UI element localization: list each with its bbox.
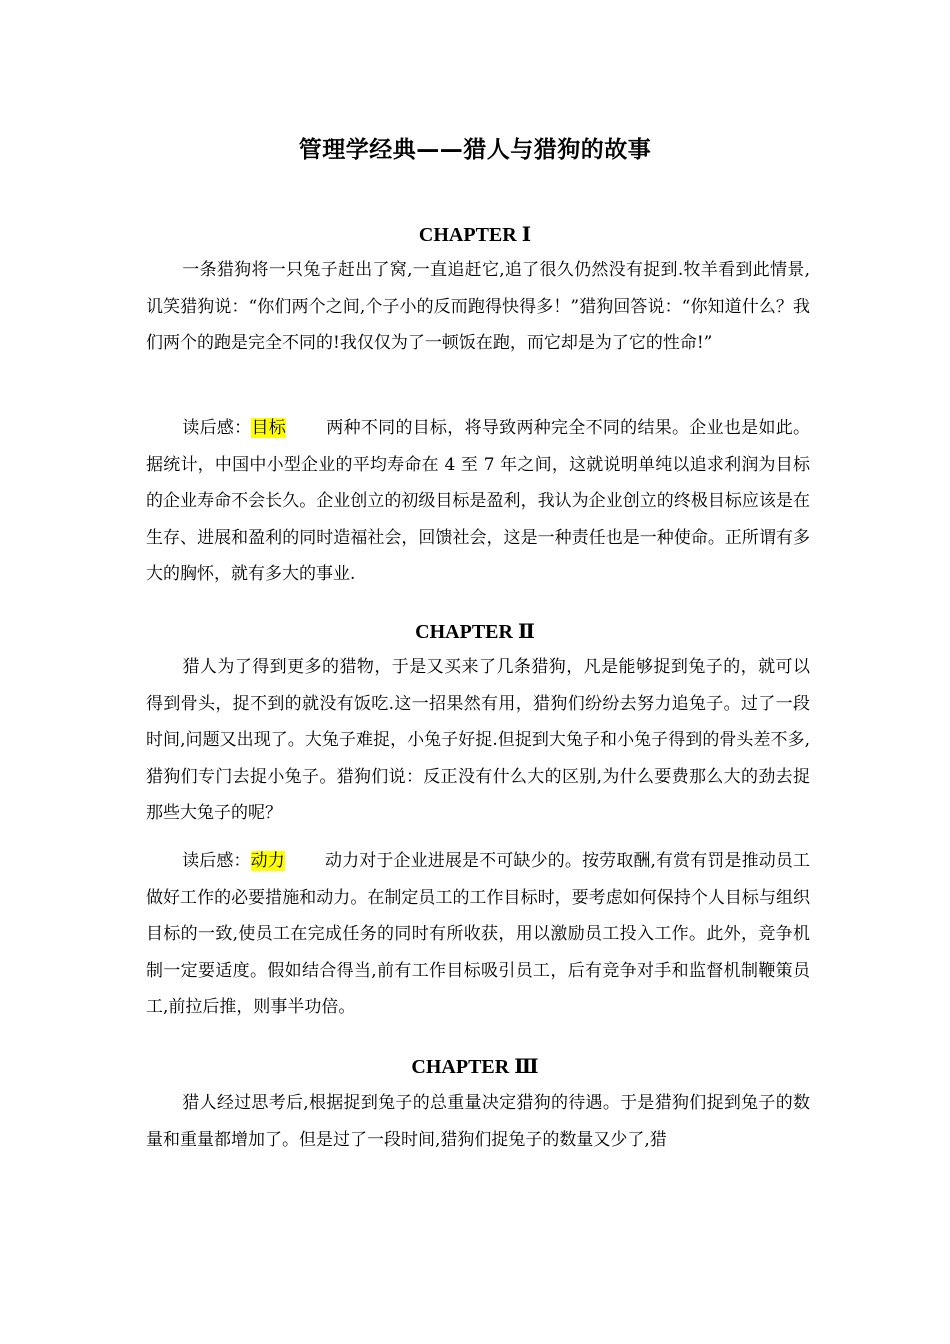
chapter-3-story-text: 猎人经过思考后,根据捉到兔子的总重量决定猎狗的待遇。于是猎狗们捉到兔子的数量和重量都增加了。但是过了一段时间,猎狗们捉兔子的数量又少了,猎	[146, 1093, 810, 1150]
chapter-1-story	[146, 252, 810, 362]
chapter-3-story	[146, 1085, 810, 1158]
chapter-2-review-text: 动力对于企业进展是不可缺少的。按劳取酬,有赏有罚是推动员工做好工作的必要措施和动力。在制定员工的工作目标时，要考虑如何保持个人目标与组织目标的一致,使员工在完成任务的同时有所收获，用以激励员工投入工作。此外，竞争机制一定要适度。假如结合得当,前有工作目标吸引员工，后有竞争对手和监督机制鞭策员工,前拉后推，则事半功倍。	[146, 851, 811, 1017]
chapter-1-review	[146, 410, 810, 593]
chapter-1-story-text: 一条猎狗将一只兔子赶出了窝,一直追赶它,追了很久仍然没有捉到.牧羊看到此情景,讥笑猎狗说：“你们两个之间,个子小的反而跑得快得多！”猎狗回答说：“你知道什么？我们两个的跑是完全不同的!我仅仅为了一顿饭在跑，而它却是为了它的性命!”	[146, 260, 810, 353]
chapter-3-heading: CHAPTER Ⅲ	[411, 1056, 539, 1078]
chapter-1-review-label: 读后感：	[182, 418, 252, 438]
chapter-2-heading: CHAPTER Ⅱ	[415, 621, 535, 643]
document-title: 管理学经典——猎人与猎狗的故事	[298, 137, 652, 163]
chapter-2-story	[146, 649, 810, 832]
chapter-2-story-text: 猎人为了得到更多的猎物，于是又买来了几条猎狗，凡是能够捉到兔子的，就可以得到骨头，捉不到的就没有饭吃.这一招果然有用，猎狗们纷纷去努力追兔子。过了一段时间,问题又出现了。大兔子难捉，小兔子好捉.但捉到大兔子和小兔子得到的骨头差不多,猎狗们专门去捉小兔子。猎狗们说：反正没有什么大的区别,为什么要费那么大的劲去捉那些大兔子的呢？	[146, 657, 810, 823]
chapter-1-keyword: 目标	[251, 418, 287, 438]
chapter-1-heading: CHAPTER Ⅰ	[418, 224, 532, 246]
chapter-1-review-text: 两种不同的目标，将导致两种完全不同的结果。企业也是如此。据统计，中国中小型企业的平均寿命在 4 至 7 年之间，这就说明单纯以追求利润为目标的企业寿命不会长久。企业创立的初级目标是盈利，我认为企业创立的终极目标应该是在生存、进展和盈利的同时造福社会，回馈社会，这是一种责任也是一种使命。正所谓有多大的胸怀，就有多大的事业.	[146, 418, 811, 584]
chapter-2-keyword: 动力	[250, 851, 285, 871]
chapter-2-review	[146, 843, 810, 1026]
chapter-2-review-label: 读后感：	[182, 851, 251, 871]
